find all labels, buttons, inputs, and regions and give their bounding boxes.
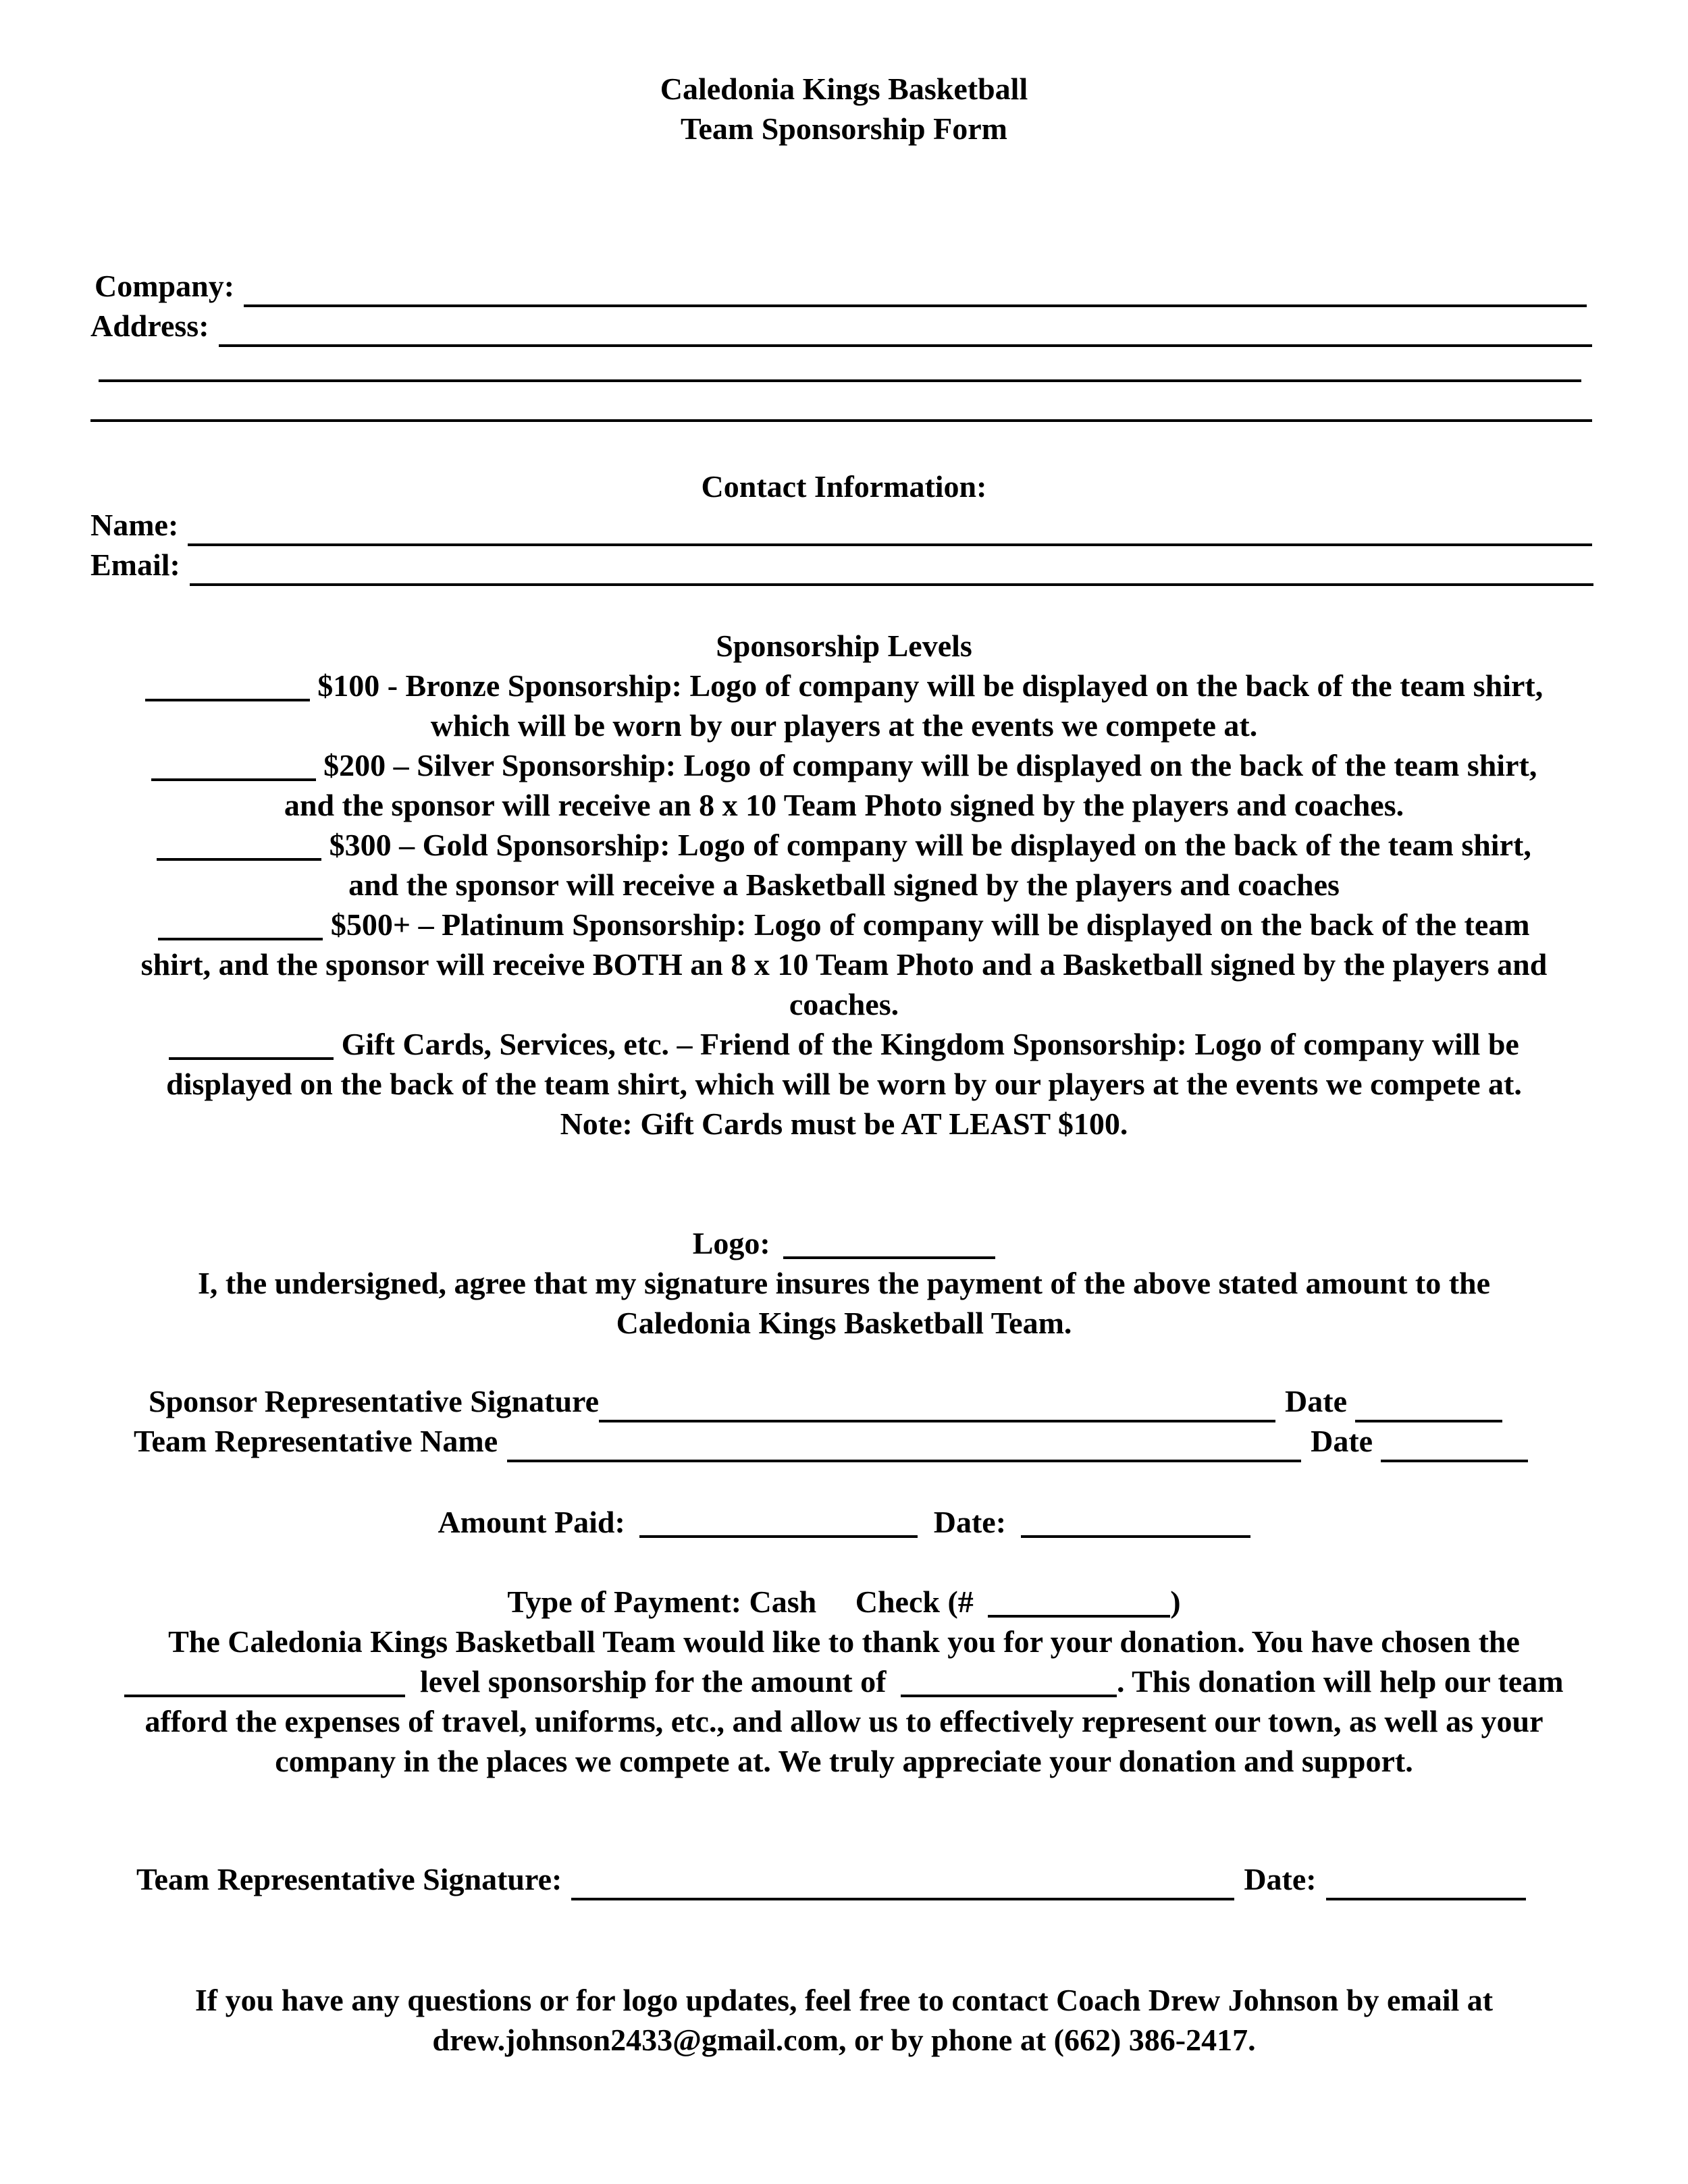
friend-level-line <box>0 1024 1688 1064</box>
name-input-line[interactable] <box>188 514 1592 546</box>
address-line-3[interactable] <box>90 419 1592 422</box>
platinum-level-text-2: shirt, and the sponsor will receive BOTH an 8 x 10 Team Photo and a Basketball signed by the players and <box>140 947 1548 982</box>
contact-footer-1: If you have any questions or for logo updates, feel free to contact Coach Drew Johnson by email at <box>194 1983 1494 2017</box>
address-line-2[interactable] <box>99 379 1581 382</box>
team-rep-signature-date-label: Date: <box>1244 1862 1317 1896</box>
team-rep-signature-label: Team Representative Signature: <box>136 1862 562 1896</box>
chosen-level-blank[interactable] <box>124 1669 405 1697</box>
sponsor-date-line[interactable] <box>1355 1390 1502 1422</box>
org-title: Caledonia Kings Basketball <box>660 72 1028 106</box>
company-input-line[interactable] <box>244 275 1587 307</box>
gold-level-text: $300 – Gold Sponsorship: Logo of company will be displayed on the back of the team shirt, <box>329 828 1531 862</box>
platinum-level-line <box>0 905 1688 944</box>
agreement-text-2: Caledonia Kings Basketball Team. <box>616 1306 1072 1340</box>
bronze-level-line <box>0 666 1688 705</box>
platinum-level-text: $500+ – Platinum Sponsorship: Logo of company will be displayed on the back of the team <box>330 907 1530 942</box>
payment-type-row <box>0 1582 1688 1622</box>
amount-paid-row <box>0 1502 1688 1542</box>
bronze-select-blank[interactable] <box>145 673 310 701</box>
contact-heading: Contact Information: <box>701 469 987 504</box>
thanks-text-2a: level sponsorship for the amount of <box>419 1664 887 1699</box>
name-label: Name: <box>90 508 179 542</box>
team-rep-signature-row <box>136 1861 1526 1900</box>
donation-amount-blank[interactable] <box>901 1669 1117 1697</box>
thanks-text-4: company in the places we compete at. We truly appreciate your donation and support. <box>275 1744 1413 1778</box>
company-label: Company: <box>95 269 235 303</box>
friend-select-blank[interactable] <box>169 1032 334 1060</box>
team-rep-name-line[interactable] <box>507 1430 1301 1462</box>
silver-select-blank[interactable] <box>151 753 316 781</box>
gold-level-line <box>0 825 1688 865</box>
address-field[interactable] <box>90 307 1592 347</box>
address-input-line[interactable] <box>219 315 1592 347</box>
check-close-paren: ) <box>1170 1584 1181 1619</box>
team-rep-name-row <box>134 1422 1528 1462</box>
team-rep-date-label: Date <box>1311 1424 1373 1458</box>
team-rep-date-line[interactable] <box>1381 1430 1528 1462</box>
logo-line <box>0 1223 1688 1263</box>
payment-date-label: Date: <box>933 1505 1007 1539</box>
bronze-level-text-2: which will be worn by our players at the events we compete at. <box>430 708 1258 743</box>
sponsor-date-label: Date <box>1285 1384 1348 1418</box>
platinum-level-text-3: coaches. <box>789 987 899 1021</box>
sponsor-signature-row <box>149 1383 1502 1422</box>
friend-level-text: Gift Cards, Services, etc. – Friend of the Kingdom Sponsorship: Logo of company will be <box>341 1027 1519 1061</box>
payment-date-blank[interactable] <box>1021 1510 1250 1538</box>
silver-level-text: $200 – Silver Sponsorship: Logo of company will be displayed on the back of the team shirt, <box>323 748 1537 782</box>
email-field[interactable] <box>90 546 1593 586</box>
bronze-level-text: $100 - Bronze Sponsorship: Logo of company will be displayed on the back of the team shirt, <box>317 668 1544 703</box>
check-label: Check (# <box>855 1584 974 1619</box>
logo-label: Logo: <box>692 1226 770 1260</box>
form-title: Team Sponsorship Form <box>681 111 1007 146</box>
name-field[interactable] <box>90 506 1592 546</box>
thanks-text-2b: . This donation will help our team <box>1116 1664 1564 1699</box>
gold-level-text-2: and the sponsor will receive a Basketball signed by the players and coaches <box>348 868 1340 902</box>
thanks-text-1: The Caledonia Kings Basketball Team would like to thank you for your donation. You have chosen the <box>168 1624 1520 1659</box>
thanks-text-2 <box>0 1661 1688 1701</box>
agreement-text-1: I, the undersigned, agree that my signature insures the payment of the above stated amount to the <box>197 1266 1491 1300</box>
amount-paid-blank[interactable] <box>639 1510 918 1538</box>
team-rep-signature-date-line[interactable] <box>1326 1868 1526 1900</box>
sponsor-signature-label: Sponsor Representative Signature <box>149 1384 600 1418</box>
thanks-text-3: afford the expenses of travel, uniforms, etc., and allow us to effectively represent our town, as well as your <box>144 1704 1544 1738</box>
amount-paid-label: Amount Paid: <box>438 1505 625 1539</box>
gift-card-note: Note: Gift Cards must be AT LEAST $100. <box>560 1107 1128 1141</box>
email-label: Email: <box>90 548 180 582</box>
check-number-blank[interactable] <box>988 1589 1170 1618</box>
payment-type-label: Type of Payment: Cash <box>507 1584 817 1619</box>
address-label: Address: <box>90 309 209 343</box>
company-field[interactable] <box>95 267 1587 307</box>
silver-level-text-2: and the sponsor will receive an 8 x 10 Team Photo signed by the players and coaches. <box>284 788 1404 822</box>
contact-footer-2: drew.johnson2433@gmail.com, or by phone at (662) 386-2417. <box>432 2023 1256 2057</box>
email-input-line[interactable] <box>190 554 1593 586</box>
platinum-select-blank[interactable] <box>158 912 323 940</box>
logo-input-blank[interactable] <box>783 1231 995 1259</box>
gold-select-blank[interactable] <box>157 832 321 861</box>
silver-level-line <box>0 745 1688 785</box>
sponsor-signature-line[interactable] <box>599 1390 1275 1422</box>
friend-level-text-2: displayed on the back of the team shirt, which will be worn by our players at the events we compete at. <box>166 1067 1522 1101</box>
levels-heading: Sponsorship Levels <box>716 629 972 663</box>
team-rep-name-label: Team Representative Name <box>134 1424 498 1458</box>
team-rep-signature-line[interactable] <box>571 1868 1234 1900</box>
